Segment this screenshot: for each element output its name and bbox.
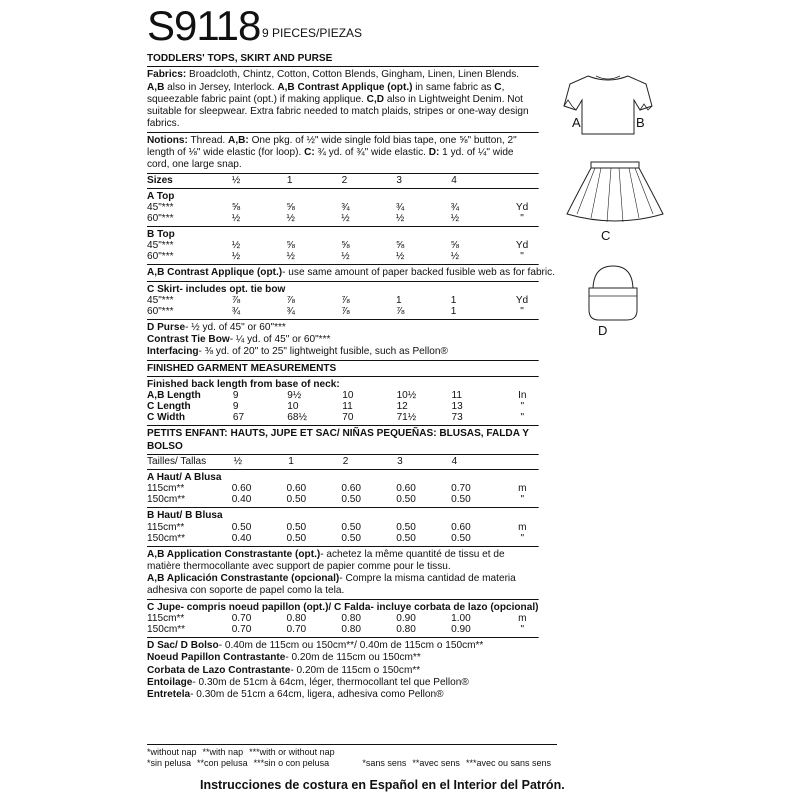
divider (147, 637, 539, 638)
fabrics-cd-label: C,D (366, 92, 385, 105)
footnote: **avec sens (412, 758, 460, 768)
table-row: 115cm** 0.50 0.50 0.50 0.50 0.60 m (147, 520, 527, 533)
pattern-title: TODDLERS' TOPS, SKIRT AND PURSE (147, 52, 333, 64)
size-value: 2 (341, 173, 348, 186)
yardage-table (147, 175, 539, 186)
fr-line: Entretela- 0.30m de 51cm a 64cm, ligera, adhesiva como Pellon® (147, 688, 444, 701)
notions-ab-label: A,B: (228, 133, 249, 146)
notions-text: One pkg. of ½" wide single fold bias tape, one ⅝" button, 2" length of ⅛" wide elastic (for loop). (147, 133, 517, 159)
divider (147, 319, 539, 320)
footnote: ***avec ou sans sens (465, 758, 551, 768)
tailles-table (147, 456, 539, 467)
divider (147, 507, 539, 508)
es-applique-paragraph: A,B Aplicación Constrastante (opcional)- Compre la misma cantidad de materia adhesiva con soporte de papel como la tela. (147, 572, 516, 597)
sizes-row (147, 175, 539, 186)
b-haut-label: B Haut/ B Blusa (147, 509, 223, 522)
table-row: 60"*** ¾ ¾ ⅞ ⅞ 1 " (147, 304, 524, 317)
divider (147, 226, 539, 227)
table-row: Tailles/ Tallas ½ 1 2 3 4 (147, 454, 458, 467)
fabrics-label: Fabrics: (147, 68, 187, 81)
interfacing-line: Interfacing- ⅜ yd. of 20" to 25" lightweight fusible, such as Pellon® (147, 345, 448, 358)
footnote: **con pelusa (197, 758, 248, 768)
table-row: 115cm** 0.60 0.60 0.60 0.60 0.70 m (147, 482, 527, 495)
piece-count: 9 PIECES/PIEZAS (262, 26, 363, 40)
footnote: *without nap (147, 747, 197, 757)
spanish-instructions-note: Instrucciones de costura en Español en el Interior del Patrón. (200, 778, 565, 792)
size-value: 4 (451, 173, 457, 186)
table-row: 150cm** 0.40 0.50 0.50 0.50 0.50 " (147, 531, 525, 544)
french-spanish-title: PETITS ENFANT: HAUTS, JUPE ET SAC/ NIÑAS PEQUEÑAS: BLUSAS, FALDA Y BOLSO (147, 427, 529, 452)
fr-line: D Sac/ D Bolso- 0.40m de 115cm ou 150cm**/ 0.40m de 115cm o 150cm** (147, 639, 484, 652)
divider (147, 546, 539, 547)
view-d-label: D (598, 323, 608, 338)
divider (147, 599, 539, 600)
a-top-label: A Top (147, 189, 175, 202)
table-row: 45"*** ⅞ ⅞ ⅞ 1 1 Yd (147, 293, 529, 306)
size-value: 1 (286, 173, 293, 186)
footnote: ***sin o con pelusa (253, 758, 330, 768)
notions-d-label: D: (428, 146, 440, 159)
notions-text: Thread. (187, 133, 229, 146)
finished-measurements-title: FINISHED GARMENT MEASUREMENTS (147, 361, 337, 374)
footnote: *sin pelusa (147, 758, 192, 768)
view-c-label: C (601, 228, 611, 243)
b-top-table (147, 240, 539, 262)
fr-applique-paragraph: A,B Application Constrastante (opt.)- achetez la même quantité de tissu et de matière thermocollante avec support de papier comme pour le tissu. (147, 547, 505, 572)
table-row: 60"*** ½ ½ ½ ½ ½ " (147, 250, 524, 263)
footnotes (147, 744, 557, 769)
footnote: **with nap (202, 747, 244, 757)
envelope-back-text (147, 52, 555, 701)
divider (147, 469, 539, 470)
fabrics-text: in same fabric as (412, 80, 495, 93)
divider (147, 281, 539, 282)
notions-paragraph (147, 134, 539, 171)
table-row: 45"*** ½ ⅝ ⅝ ⅝ ⅝ Yd (147, 239, 529, 252)
footnote: *sans sens (362, 758, 407, 768)
view-a-label: A (572, 115, 581, 130)
divider (147, 264, 539, 265)
fabrics-paragraph (147, 68, 539, 129)
table-row: 45"*** ⅝ ⅝ ¾ ¾ ¾ Yd (147, 200, 529, 213)
c-jupe-table (147, 613, 539, 635)
b-haut-table (147, 522, 539, 544)
fabrics-applique-label: A,B Contrast Applique (opt.) (277, 80, 413, 93)
fabrics-ab-label: A,B (147, 80, 165, 93)
fabrics-text: Broadcloth, Chintz, Cotton, Cotton Blends, Gingham, Linen, Linen Blends. (186, 68, 520, 81)
fr-line: Corbata de Lazo Contrastante- 0.20m de 115cm o 150cm** (147, 663, 421, 676)
fabrics-c-label: C (494, 80, 502, 93)
table-row: 60"*** ½ ½ ½ ½ ½ " (147, 211, 524, 224)
table-row: C Length 9 10 11 12 13 " (147, 400, 525, 413)
finished-table (147, 390, 539, 423)
tie-bow-line: Contrast Tie Bow- ¼ yd. of 45" or 60"*** (147, 333, 331, 346)
fr-line: Entoilage- 0.30m de 51cm à 64cm, léger, thermocollant tel que Pellon® (147, 675, 469, 688)
b-top-label: B Top (147, 227, 175, 240)
applique-line: A,B Contrast Applique (opt.)- use same amount of paper backed fusible web as for fabric. (147, 266, 555, 279)
notions-text: ¾ yd. of ¾" wide elastic. (314, 146, 429, 159)
notions-label: Notions: (147, 133, 188, 146)
fabrics-text: also in Lightweight Denim. Not suitable for sleepwear. Extra fabric needed to match plaids, stripes or one-way design fabrics. (147, 92, 529, 130)
footnote: ***with or without nap (249, 747, 335, 757)
divider (147, 360, 539, 361)
skirt-illustration (565, 158, 665, 228)
divider (147, 132, 539, 133)
view-b-label: B (636, 115, 645, 130)
notions-c-label: C: (304, 146, 315, 159)
table-row: 115cm** 0.70 0.80 0.80 0.90 1.00 m (147, 612, 527, 625)
divider (147, 188, 539, 189)
finished-subtitle: Finished back length from base of neck: (147, 378, 340, 391)
a-top-table (147, 202, 539, 224)
size-value: ½ (231, 173, 241, 186)
sizes-label: Sizes (147, 173, 173, 186)
fabrics-text: , squeezable fabric paint (opt.) if making applique. (147, 80, 505, 105)
size-value: 3 (396, 173, 403, 186)
table-row: 150cm** 0.70 0.70 0.80 0.80 0.90 " (147, 623, 525, 636)
table-row: A,B Length 9 9½ 10 10½ 11 In (147, 389, 527, 402)
notions-text: 1 yd. of ¼" wide cord, one large snap. (147, 146, 514, 171)
c-skirt-table (147, 295, 539, 317)
a-haut-table (147, 483, 539, 505)
c-jupe-label: C Jupe- compris noeud papillon (opt.)/ C Falda- incluye corbata de lazo (opcional) (147, 600, 539, 613)
fabrics-text: also in Jersey, Interlock. (164, 80, 278, 93)
table-row: 150cm** 0.40 0.50 0.50 0.50 0.50 " (147, 493, 525, 506)
divider (147, 66, 539, 67)
fr-line: Noeud Papillon Contrastante- 0.20m de 115cm ou 150cm** (147, 651, 421, 664)
purse-line: D Purse- ½ yd. of 45" or 60"*** (147, 320, 286, 333)
c-skirt-label: C Skirt- includes opt. tie bow (147, 282, 286, 295)
table-row: C Width 67 68½ 70 71½ 73 " (147, 411, 525, 424)
a-haut-label: A Haut/ A Blusa (147, 470, 222, 483)
divider (147, 376, 539, 377)
pattern-number: S9118 (147, 2, 261, 49)
purse-illustration (583, 262, 643, 324)
